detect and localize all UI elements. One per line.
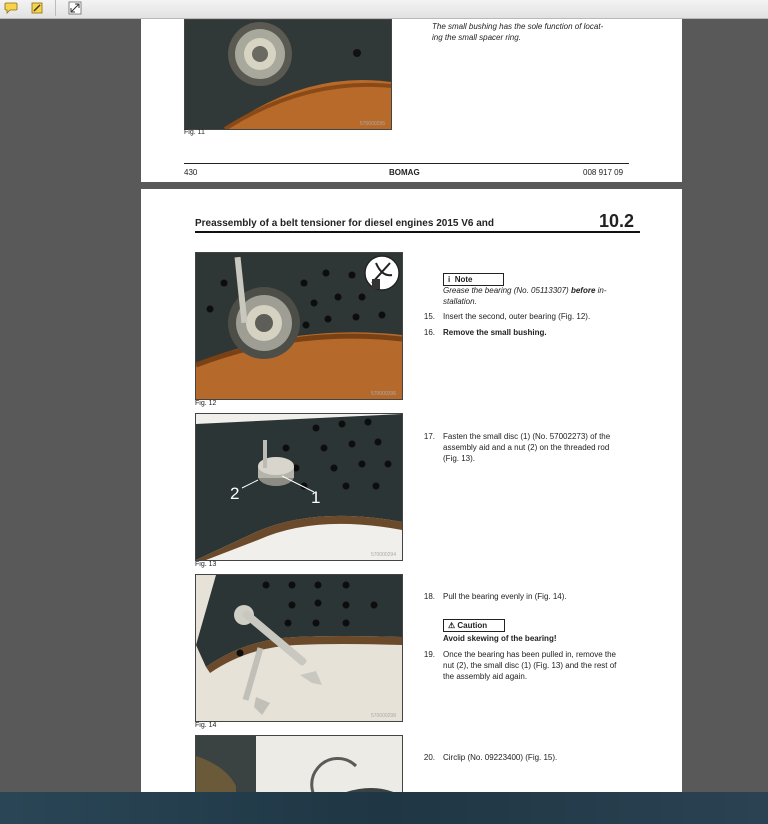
highlight-icon[interactable]: [28, 0, 46, 16]
step-15-text: Insert the second, outer bearing (Fig. 12).: [443, 312, 591, 321]
footer-brand: BOMAG: [389, 168, 420, 177]
figure-11-code: 570000295: [359, 121, 385, 127]
figure-14-caption: Fig. 14: [195, 722, 217, 729]
page-431: [141, 189, 682, 792]
toolbar-separator: [55, 0, 56, 16]
page-430: [141, 19, 682, 182]
comment-icon[interactable]: [2, 0, 20, 16]
figure-13-label-2: 2: [230, 484, 240, 503]
step-15-number: 15.: [423, 312, 435, 321]
figure-14-photo: [195, 574, 403, 722]
page1-text-line2: ing the small spacer ring.: [432, 33, 521, 42]
footer-doc-number: 008 917 09: [583, 168, 624, 177]
footer-page-number: 430: [184, 168, 198, 177]
note-text-line1: Grease the bearing (No. 05113307) before in-: [443, 286, 607, 295]
step-19-line1: Once the bearing has been pulled in, remove the: [443, 650, 617, 659]
figure-12-caption: Fig. 12: [195, 400, 217, 407]
taskbar: [0, 792, 768, 824]
caution-label: Caution: [457, 621, 488, 630]
caution-text: Avoid skewing of the bearing!: [443, 634, 557, 643]
step-19-line2: nut (2), the small disc (1) (Fig. 13) and the rest of: [443, 661, 617, 670]
page1-text-line1: The small bushing has the sole function of locat-: [432, 22, 604, 31]
footer-rule: [184, 163, 629, 164]
step-20-number: 20.: [423, 753, 435, 762]
caution-box: [443, 619, 505, 632]
figure-11-photo: [184, 19, 392, 130]
note-text-line2: stallation.: [443, 297, 477, 306]
fit-page-icon[interactable]: [66, 0, 84, 16]
info-icon: i: [448, 275, 451, 284]
section-number: 10.2: [599, 211, 635, 231]
note-label: Note: [454, 275, 473, 284]
warning-icon: ⚠: [448, 621, 456, 630]
figure-13-label-1: 1: [311, 488, 321, 507]
step-19-line3: the assembly aid again.: [443, 672, 528, 681]
step-20-text: Circlip (No. 09223400) (Fig. 15).: [443, 753, 558, 762]
figure-11-caption: Fig. 11: [184, 129, 205, 136]
step-17-number: 17.: [423, 432, 435, 441]
figure-14-code: 570000298: [370, 713, 396, 719]
figure-12-photo: [195, 252, 403, 400]
step-16-text: Remove the small bushing.: [443, 328, 547, 337]
step-19-number: 19.: [423, 650, 435, 659]
step-17-line3: (Fig. 13).: [443, 454, 476, 463]
figure-13-photo: [195, 413, 403, 561]
step-18-number: 18.: [423, 592, 435, 601]
figure-12-code: 570000296: [370, 391, 396, 397]
header-rule: [195, 231, 640, 233]
toolbar: [0, 0, 768, 19]
step-16-number: 16.: [423, 328, 435, 337]
figure-13-code: 570000294: [370, 552, 396, 558]
step-17-line1: Fasten the small disc (1) (No. 57002273) of the: [443, 432, 611, 441]
document-viewer[interactable]: [0, 19, 768, 792]
step-17-line2: assembly aid and a nut (2) on the threaded rod: [443, 443, 610, 452]
step-18-text: Pull the bearing evenly in (Fig. 14).: [443, 592, 567, 601]
page-header-title: Preassembly of a belt tensioner for diesel engines 2015 V6 and: [195, 218, 495, 229]
figure-15-photo: [195, 735, 403, 792]
figure-13-caption: Fig. 13: [195, 561, 217, 568]
